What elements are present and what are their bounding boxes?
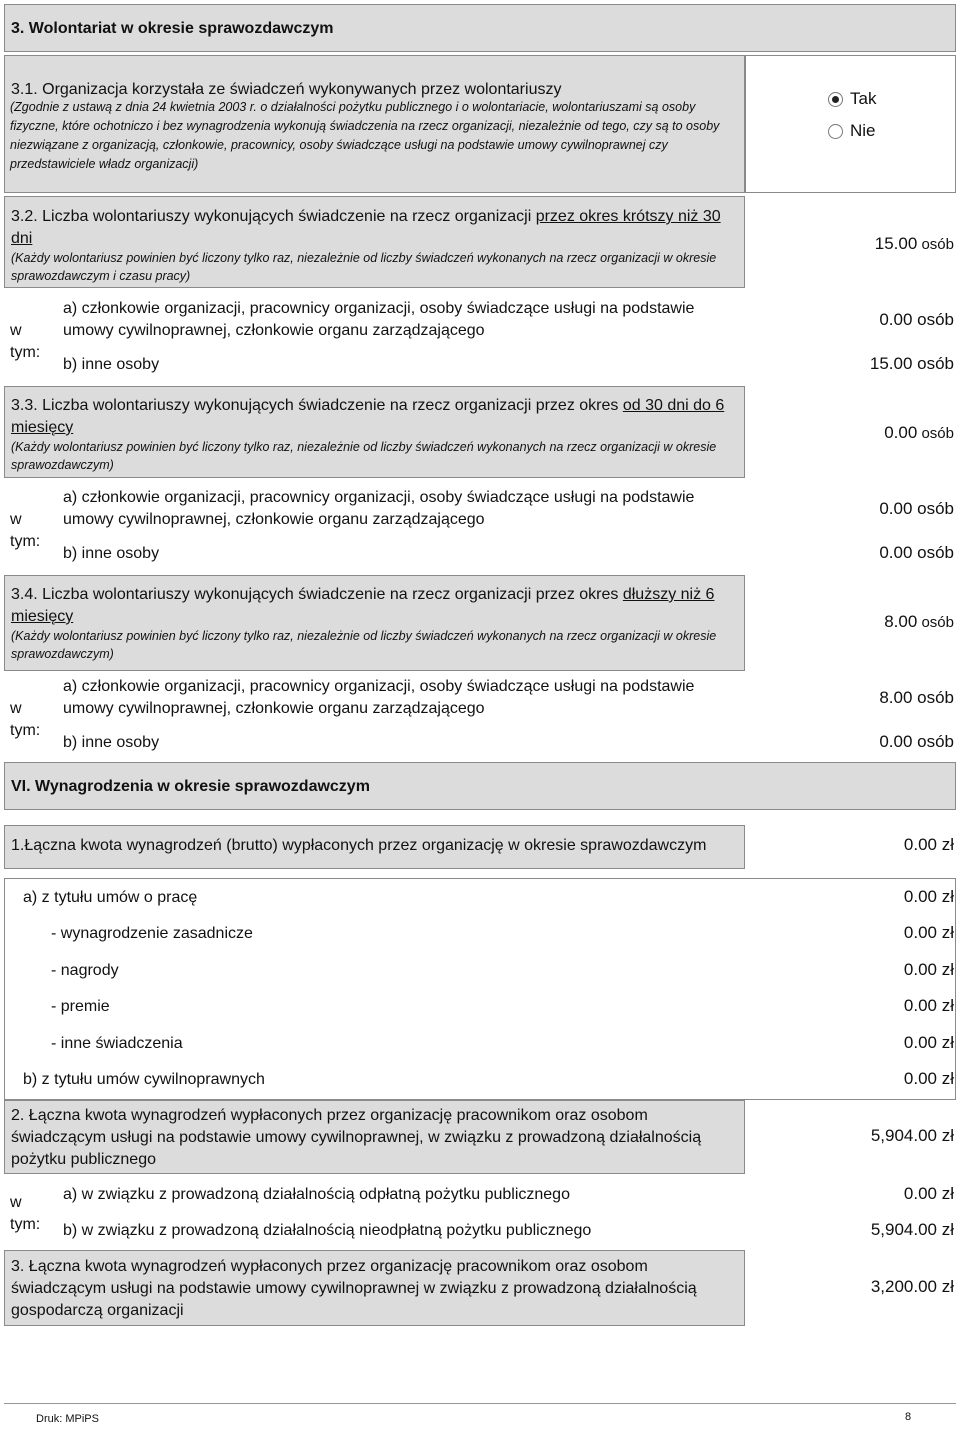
vi-q2-box [4, 1100, 745, 1174]
q33-b-value: 0.00 osób [879, 543, 954, 562]
vi-q1-box [4, 825, 745, 869]
q33-total-num: 0.00 [884, 423, 918, 442]
section-3-title: 3. Wolontariat w okresie sprawozdawczym [11, 20, 334, 37]
vi-q2-a-label: a) w związku z prowadzoną działalnością odpłatną pożytku publicznego [63, 1186, 570, 1203]
q32-a-value: 0.00 osób [879, 310, 954, 329]
q33-note: (Każdy wolontariusz powinien być liczony tylko raz, niezależnie od liczby świadczeń wykonanych na rzecz organizacji w okresie sprawozdawczym) [11, 440, 717, 472]
vi-row-premie-label: - premie [51, 998, 110, 1015]
vi-q2-b-label: b) w związku z prowadzoną działalnością nieodpłatną pożytku publicznego [63, 1222, 592, 1239]
q33-heading-text: 3.3. Liczba wolontariuszy wykonujących świadczenie na rzecz organizacji przez okres [11, 397, 623, 414]
q33-total [750, 423, 954, 443]
q32-b-label: b) inne osoby [63, 356, 160, 373]
vi-q3-label: 3. Łączna kwota wynagrodzeń wypłaconych przez organizację pracownikom oraz osobom świadczącym usługi na podstawie umowy cywilnoprawnej w związku z prowadzoną działalnością gospodarczą organizacji [11, 1258, 697, 1319]
vi-breakdown [4, 878, 956, 1100]
vi-row-b-value: 0.00 zł [903, 1069, 954, 1088]
vi-q2-label: 2. Łączna kwota wynagrodzeń wypłaconych przez organizację pracownikom oraz osobom świadczącym usługi na podstawie umowy cywilnoprawnej, w związku z prowadzoną działalnością pożytku publicznego [11, 1107, 702, 1168]
q34-b-value: 0.00 osób [879, 732, 954, 751]
radio-tak[interactable] [828, 92, 843, 107]
q32-total-unit: osób [917, 236, 954, 253]
q33-a-label: a) członkowie organizacji, pracownicy organizacji, osoby świadczące usługi na podstawie umowy cywilnoprawnej, członkowie organu zarządzającego [63, 489, 695, 528]
vi-row-nagrody-value: 0.00 zł [903, 960, 954, 979]
vi-q3-value: 3,200.00 zł [870, 1277, 954, 1296]
q34-box [4, 575, 745, 671]
q34-heading [11, 584, 741, 628]
radio-nie[interactable] [828, 124, 843, 139]
vi-q2-wtym: w tym: [10, 1194, 41, 1233]
vi-row-premie-value: 0.00 zł [903, 996, 954, 1015]
vi-row-zasadnicze-value: 0.00 zł [903, 923, 954, 942]
q32-box [4, 196, 745, 288]
q32-note: (Każdy wolontariusz powinien być liczony tylko raz, niezależnie od liczby świadczeń wykonanych na rzecz organizacji w okresie sprawozdawczym i czasu pracy) [11, 251, 717, 283]
footer-print: Druk: MPiPS [36, 1413, 99, 1425]
q32-total [750, 234, 954, 254]
section-vi-header [4, 762, 956, 810]
q34-b-label: b) inne osoby [63, 734, 160, 751]
q32-b-value: 15.00 osób [869, 354, 954, 373]
q32-wtym: w tym: [10, 322, 41, 361]
q32-heading-period: przez okres krótszy niż 30 dni [11, 208, 721, 247]
option-nie[interactable] [828, 121, 876, 141]
footer-page-number: 8 [905, 1411, 912, 1423]
footer-rule [4, 1403, 956, 1404]
q33-box [4, 386, 745, 478]
vi-row-a-label: a) z tytułu umów o pracę [23, 889, 198, 906]
vi-q2-value: 5,904.00 zł [870, 1126, 954, 1145]
q34-total-unit: osób [917, 614, 954, 631]
q34-heading-text: 3.4. Liczba wolontariuszy wykonujących świadczenie na rzecz organizacji przez okres [11, 586, 623, 603]
vi-q1-label: 1.Łączna kwota wynagrodzeń (brutto) wypłaconych przez organizację w okresie sprawozdawczym [11, 837, 707, 854]
option-tak-label: Tak [850, 89, 877, 108]
section-vi-title: VI. Wynagrodzenia w okresie sprawozdawczym [11, 778, 370, 795]
vi-q2-a-value: 0.00 zł [903, 1184, 954, 1203]
q34-wtym: w tym: [10, 700, 41, 739]
q31-heading: 3.1. Organizacja korzystała ze świadczeń wykonywanych przez wolontariuszy [11, 81, 562, 98]
vi-row-inne-value: 0.00 zł [903, 1033, 954, 1052]
q33-b-label: b) inne osoby [63, 545, 160, 562]
section-3-header [4, 4, 956, 52]
q32-heading-text: 3.2. Liczba wolontariuszy wykonujących świadczenie na rzecz organizacji [11, 208, 536, 225]
q34-note: (Każdy wolontariusz powinien być liczony tylko raz, niezależnie od liczby świadczeń wykonanych na rzecz organizacji w okresie sprawozdawczym) [11, 629, 717, 661]
vi-q3-box [4, 1250, 745, 1326]
vi-row-zasadnicze-label: - wynagrodzenie zasadnicze [51, 925, 253, 942]
q31-note: (Zgodnie z ustawą z dnia 24 kwietnia 2003 r. o działalności pożytku publicznego i o wolontariacie, wolontariuszami są osoby fizyczne, które ochotniczo i bez wynagrodzenia wykonują świadczenia na rzecz organizacji, niezależnie od tego, czy są to osoby niezwiązane z organizacją, członkowie, pracownicy, osoby świadczące usługi na podstawie umowy cywilnoprawnej czy przedstawiciele władz organizacji) [10, 100, 720, 171]
vi-row-b-label: b) z tytułu umów cywilnoprawnych [23, 1071, 265, 1088]
vi-q1-value: 0.00 zł [903, 835, 954, 854]
vi-row-a-value: 0.00 zł [903, 887, 954, 906]
q34-heading-period: dłuższy niż 6 miesięcy [11, 586, 715, 625]
q33-a-value: 0.00 osób [879, 499, 954, 518]
q34-total [750, 612, 954, 632]
vi-row-inne-label: - inne świadczenia [51, 1035, 183, 1052]
q34-a-value: 8.00 osób [879, 688, 954, 707]
option-nie-label: Nie [850, 121, 876, 140]
option-tak[interactable] [828, 89, 876, 109]
q33-heading [11, 395, 741, 439]
q32-a-label: a) członkowie organizacji, pracownicy organizacji, osoby świadczące usługi na podstawie umowy cywilnoprawnej, członkowie organu zarządzającego [63, 300, 695, 339]
q33-heading-period: od 30 dni do 6 miesięcy [11, 397, 725, 436]
q31-options [745, 55, 956, 193]
q33-wtym: w tym: [10, 511, 41, 550]
q32-total-num: 15.00 [874, 234, 918, 253]
vi-row-nagrody-label: - nagrody [51, 962, 119, 979]
vi-q2-b-value: 5,904.00 zł [870, 1220, 954, 1239]
q32-heading [11, 206, 741, 250]
q34-total-num: 8.00 [884, 612, 918, 631]
q34-a-label: a) członkowie organizacji, pracownicy organizacji, osoby świadczące usługi na podstawie umowy cywilnoprawnej, członkowie organu zarządzającego [63, 678, 695, 717]
q33-total-unit: osób [917, 425, 954, 442]
